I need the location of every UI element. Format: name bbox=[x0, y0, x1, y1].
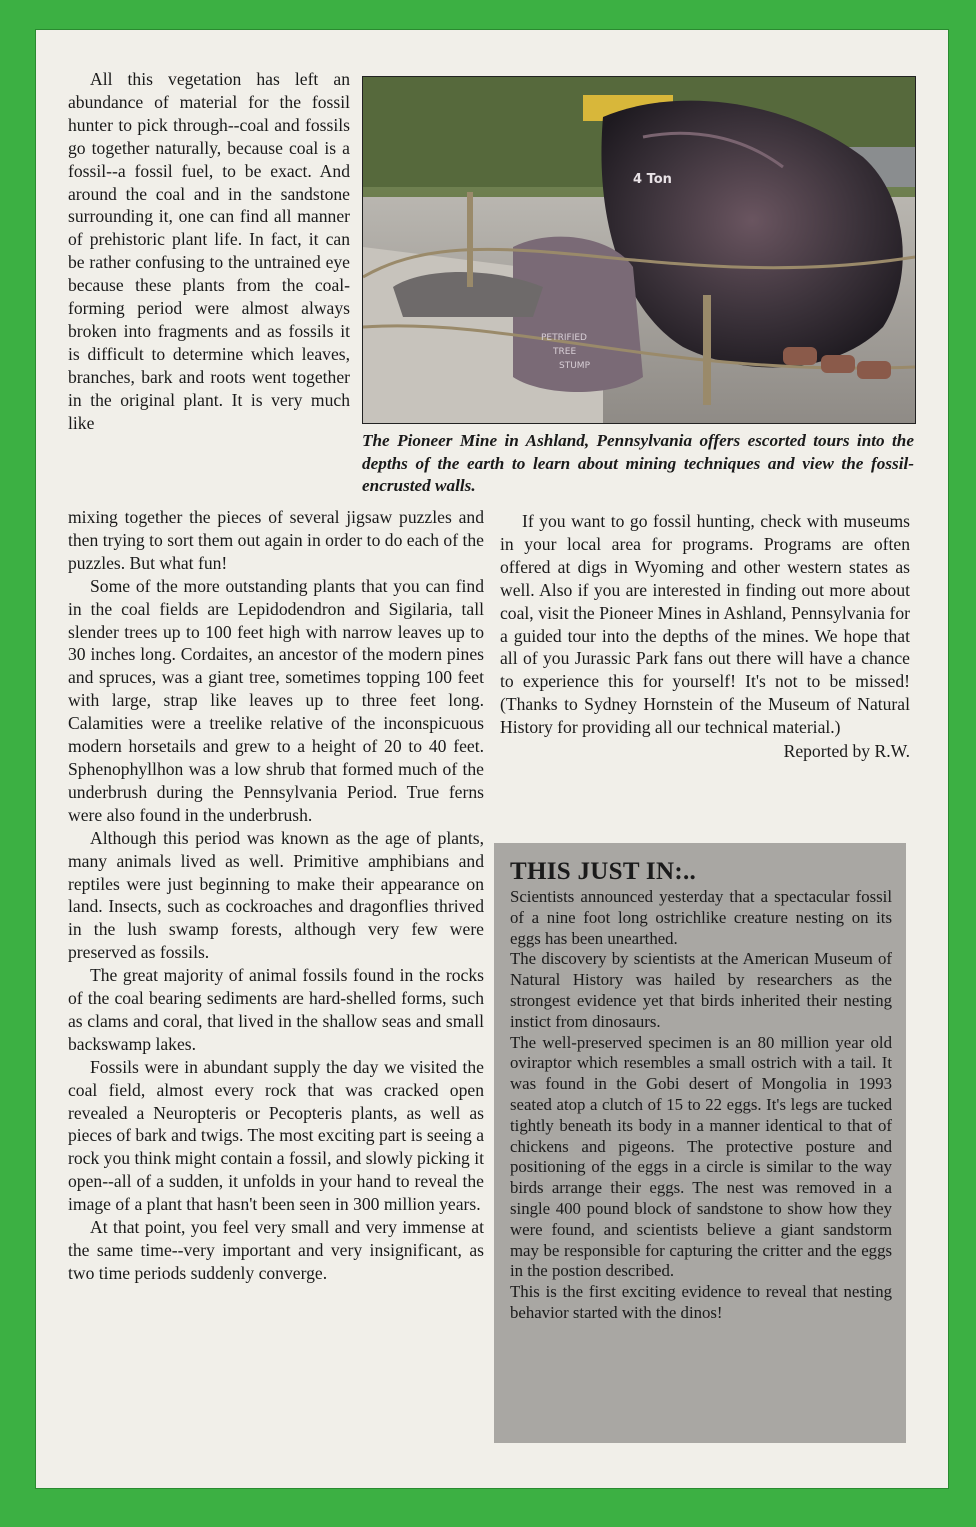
photo-caption: The Pioneer Mine in Ashland, Pennsylvania offers escorted tours into the depths of the earth to learn about mining techniques and view the fossil-encrusted walls. bbox=[362, 431, 914, 495]
this-just-in-box bbox=[494, 843, 906, 1443]
byline: Reported by R.W. bbox=[783, 741, 910, 762]
paragraph-jigsaw: mixing together the pieces of several jigsaw puzzles and then trying to sort them out again in order to do each of the puzzles. But what fun! bbox=[68, 507, 484, 573]
news-paragraph-2: The discovery by scientists at the American Museum of Natural History was hailed by researchers as the strongest evidence yet that birds inherited their nesting instict from dinosaurs. bbox=[510, 949, 892, 1031]
news-box-title: THIS JUST IN:.. bbox=[510, 858, 697, 885]
left-column-main bbox=[68, 506, 484, 1285]
news-paragraph-1: Scientists announced yesterday that a spectacular fossil of a nine foot long ostrichlike creature nesting on its eggs has been unearthed. bbox=[510, 887, 892, 948]
paragraph-fossil-hunting: If you want to go fossil hunting, check with museums in your local area for programs. Programs are often offered at digs in Wyoming and other western states as well. Also if you are interested in finding out more about coal, visit the Pioneer Mines in Ashland, Pennsylvania for a guided tour into the depths of the mines. We hope that all of you Jurassic Park fans out there will have a chance to experience this for yourself! It's not to be missed! (Thanks to Sydney Hornstein of the Museum of Natural History for providing all our technical material.) bbox=[500, 511, 910, 738]
paragraph-plants: Some of the more outstanding plants that you can find in the coal fields are Lepidodendron and Sigilaria, tall slender trees up to 100 feet high with narrow leaves up to 30 inches long. Cordaites, an ancestor of the modern pines and spruces, was a giant tree, sometimes topping 100 feet with large, strap like leaves up to three feet long. Calamities were a treelike relative of the inconspicuous modern horsetails and grew to a height of 20 to 40 feet. Sphenophyllhon was a low shrub that formed much of the underbrush during the Pennsylvania Period. True ferns were also found in the underbrush. bbox=[68, 575, 484, 825]
magazine-page bbox=[36, 30, 948, 1488]
left-column-top bbox=[68, 68, 350, 435]
stump-label-2: TREE bbox=[553, 347, 577, 357]
coal-display-illustration bbox=[363, 77, 915, 423]
paragraph-animals: Although this period was known as the age of plants, many animals lived as well. Primitive amphibians and reptiles were just beginning to make their appearance on land. Insects, such as cockroaches and dragonflies thrived in the lush swamp forests, although very few were preserved as fossils. bbox=[68, 827, 484, 963]
paragraph-animal-fossils: The great majority of animal fossils found in the rocks of the coal bearing sediments are hard-shelled forms, such as clams and coral, that lived in the shallow seas and small backswamp lakes. bbox=[68, 965, 484, 1054]
pioneer-mine-photo bbox=[362, 76, 916, 424]
sign-4-ton: 4 Ton bbox=[633, 172, 672, 187]
stump-label-1: PETRIFIED bbox=[541, 333, 587, 343]
paragraph-fossil-supply: Fossils were in abundant supply the day we visited the coal field, almost every rock that was cracked open revealed a Neuropteris or Pecopteris plants, as well as pieces of bark and twigs. The most exciting part is seeing a rock you think might contain a fossil, and slowly picking it open--all of a sudden, it unfolds in your hand to reveal the image of a plant that hasn't been seen in 300 million years. bbox=[68, 1056, 484, 1215]
paragraph-vegetation: All this vegetation has left an abundance of material for the fossil hunter to pick through--coal and fossils go together naturally, because coal is a fossil--a fossil fuel, to be exact. And around the coal and in the sandstone surrounding it, one can find all manner of prehistoric plant life. In fact, it can be rather confusing to the untrained eye because these plants from the coal-forming period were almost always broken into fragments and as fossils it is difficult to determine which leaves, branches, bark and roots went together in the original plant. It is very much like bbox=[68, 69, 350, 433]
paragraph-converge: At that point, you feel very small and very immense at the same time--very important and very insignificant, as two time periods suddenly converge. bbox=[68, 1217, 484, 1283]
news-paragraph-4: This is the first exciting evidence to reveal that nesting behavior started with the dinos! bbox=[510, 1282, 892, 1322]
right-column bbox=[500, 510, 910, 763]
news-paragraph-3: The well-preserved specimen is an 80 million year old oviraptor which resembles a small ostrich with a tail. It was found in the Gobi desert of Mongolia in 1993 seated atop a clutch of 15 to 22 eggs. It's legs are tucked tightly beneath its body in a manner identical to that of chickens and pigeons. The protective posture and positioning of the eggs in a circle is similar to the way birds arrange their eggs. The nest was removed in a single 400 pound block of sandstone to show how they were found, and scientists believe a giant sandstorm may be responsible for capturing the critter and the eggs in the postion described. bbox=[510, 1032, 892, 1281]
stump-label-3: STUMP bbox=[559, 361, 590, 371]
